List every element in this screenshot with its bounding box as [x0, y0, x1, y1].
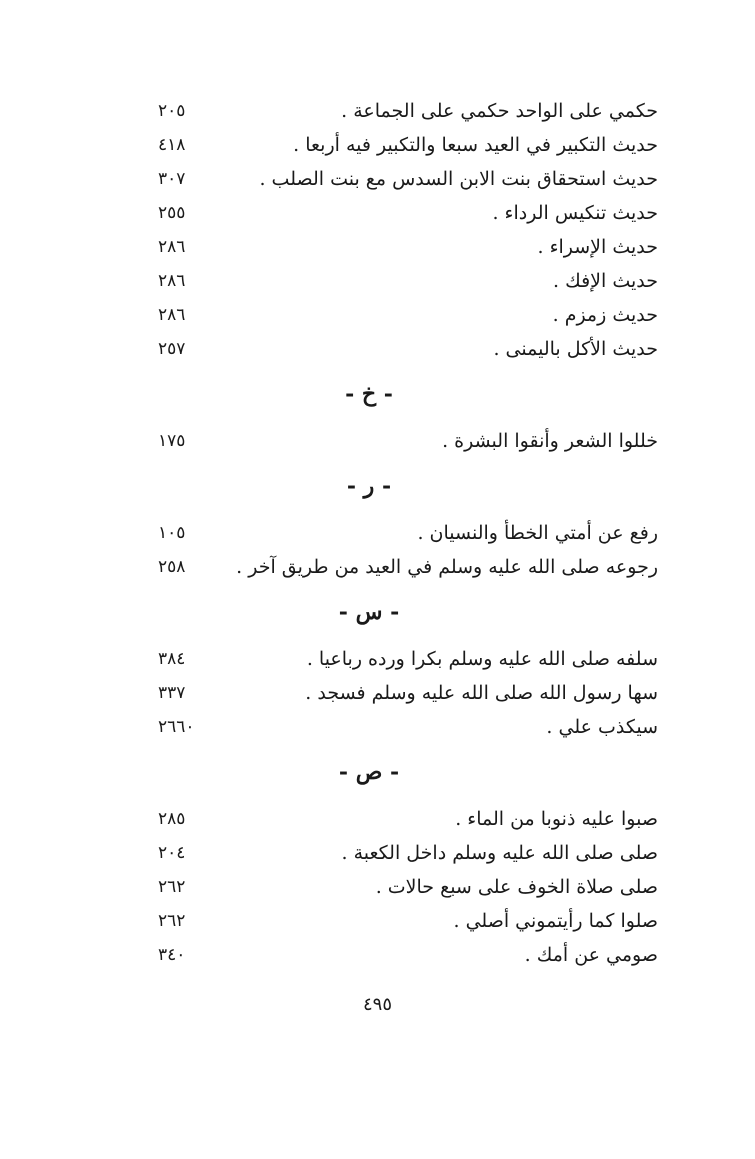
index-entry: [150, 838, 658, 872]
entry-text: صومي عن أمك .: [524, 944, 658, 966]
entry-page-number: ٢٥٨: [158, 557, 186, 577]
index-entry: [150, 552, 658, 586]
entry-text: رفع عن أمتي الخطأ والنسيان .: [417, 522, 658, 544]
entry-text: حديث التكبير في العيد سبعا والتكبير فيه أربعا .: [293, 134, 658, 156]
entry-page-number: ٢٨٦: [158, 271, 186, 291]
entry-page-number: ٣٤٠: [158, 945, 186, 965]
section-letter: - س -: [338, 599, 400, 625]
entry-text: سيكذب علي .: [546, 716, 658, 738]
section-letter: - خ -: [345, 381, 393, 407]
page-number: ٤٩٥: [362, 994, 392, 1015]
entry-page-number: ٣٠٧: [158, 169, 186, 189]
entry-text: صبوا عليه ذنوبا من الماء .: [455, 808, 658, 830]
entry-text: حديث تنكيس الرداء .: [492, 202, 658, 224]
entry-text: صلى صلاة الخوف على سبع حالات .: [375, 876, 658, 898]
section-letter: - ر -: [346, 473, 392, 499]
entry-text: رجوعه صلى الله عليه وسلم في العيد من طريق آخر .: [236, 556, 658, 578]
index-entry: [150, 96, 658, 130]
index-entry: [150, 426, 658, 460]
index-entry: [150, 300, 658, 334]
section-heading: [150, 368, 658, 426]
index-entry: [150, 712, 658, 746]
index-entry: [150, 198, 658, 232]
entry-text: صلوا كما رأيتموني أصلي .: [453, 910, 658, 932]
section-letter: - ص -: [338, 759, 400, 785]
entry-page-number: ٢٨٥: [158, 809, 186, 829]
section-heading: [150, 586, 658, 644]
index-entry: [150, 334, 658, 368]
entry-page-number: ٢٥٧: [158, 339, 186, 359]
entry-page-number: ٤١٨: [158, 135, 186, 155]
index-entry: [150, 804, 658, 838]
entry-page-number: ٢٠٤: [158, 843, 186, 863]
entry-page-number: ٢٥٥: [158, 203, 186, 223]
index-entry: [150, 518, 658, 552]
entry-text: سلفه صلى الله عليه وسلم بكرا ورده رباعيا .: [306, 648, 658, 670]
entry-page-number: ٢٠٥: [158, 101, 186, 121]
entry-page-number: ٢٦٢: [158, 877, 186, 897]
index-entry: [150, 678, 658, 712]
entry-page-number: ٢٨٦: [158, 305, 186, 325]
index-entry: [150, 872, 658, 906]
index-entry: [150, 266, 658, 300]
entry-text: سها رسول الله صلى الله عليه وسلم فسجد .: [305, 682, 658, 704]
index-entry: [150, 906, 658, 940]
entry-text: حديث الأكل باليمنى .: [493, 338, 658, 360]
section-heading: [150, 746, 658, 804]
entry-page-number: ١٧٥: [158, 431, 186, 451]
entry-page-number: ٣٨٤: [158, 649, 186, 669]
index-entry: [150, 164, 658, 198]
entry-text: حديث الإفك .: [553, 270, 658, 292]
index-entry: [150, 940, 658, 974]
index-entry: [150, 232, 658, 266]
entry-page-number: ٣٣٧: [158, 683, 186, 703]
section-heading: [150, 460, 658, 518]
index-entry: [150, 130, 658, 164]
entry-text: خللوا الشعر وأنقوا البشرة .: [442, 430, 658, 452]
entry-text: حديث استحقاق بنت الابن السدس مع بنت الصلب .: [259, 168, 658, 190]
entry-text: حديث الإسراء .: [537, 236, 658, 258]
entry-text: حكمي على الواحد حكمي على الجماعة .: [341, 100, 658, 122]
entry-page-number: ٢٦٢: [158, 911, 186, 931]
entry-text: صلى صلى الله عليه وسلم داخل الكعبة .: [341, 842, 658, 864]
entry-text: حديث زمزم .: [552, 304, 658, 326]
index-entry: [150, 644, 658, 678]
index-content: [150, 96, 658, 974]
entry-page-number: ١٠٥: [158, 523, 186, 543]
entry-page-number: ٢٨٦: [158, 237, 186, 257]
entry-page-number: ٢٦٦٠: [158, 717, 195, 737]
